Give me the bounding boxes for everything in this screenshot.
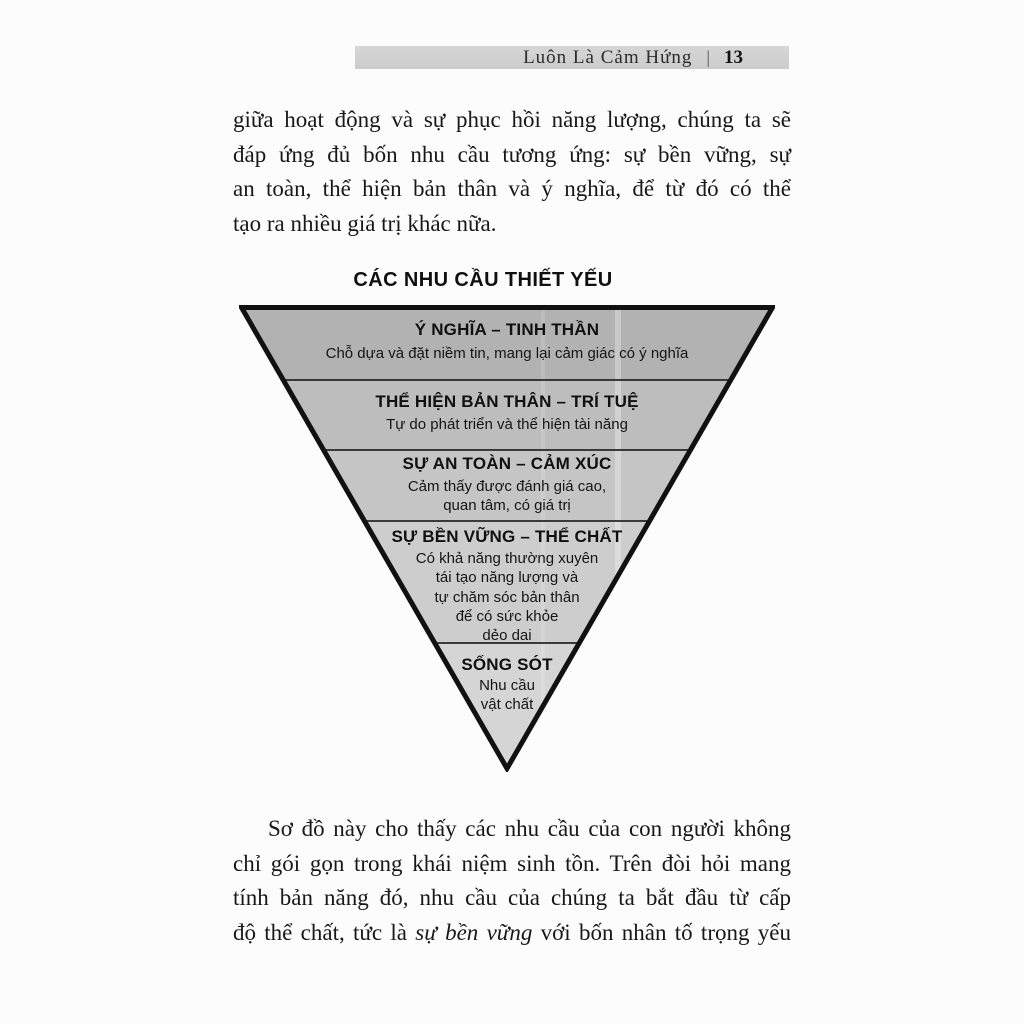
level-4-subtitle-line: dẻo dai <box>482 627 532 645</box>
needs-pyramid-diagram <box>239 305 775 772</box>
level-4-subtitle <box>239 549 775 645</box>
page-header-bar <box>355 46 789 69</box>
paragraph-line: giữa hoạt động và sự phục hồi năng lượng, chúng ta sẽ <box>233 107 791 132</box>
paragraph-bottom <box>233 812 791 950</box>
level-2-subtitle-line: Tự do phát triển và thể hiện tài năng <box>386 416 628 433</box>
paragraph-line <box>233 916 791 951</box>
running-title: Luôn Là Cảm Hứng <box>523 46 693 68</box>
paragraph-segment-italic: sự bền vững <box>415 919 533 945</box>
level-4-subtitle-line: tự chăm sóc bản thân <box>434 588 580 606</box>
level-5-subtitle-line: vật chất <box>480 696 534 714</box>
level-5-subtitle-line: Nhu cầu <box>479 677 535 694</box>
level-2-heading: THỂ HIỆN BẢN THÂN – TRÍ TUỆ <box>375 392 639 411</box>
level-4-heading: SỰ BỀN VỮNG – THỂ CHẤT <box>391 527 623 546</box>
diagram-title: CÁC NHU CẦU THIẾT YẾU <box>353 269 613 291</box>
level-4-subtitle-line: tái tạo năng lượng và <box>435 569 579 587</box>
level-1-subtitle-line: Chỗ dựa và đặt niềm tin, mang lại cảm giác có ý nghĩa <box>325 345 689 362</box>
level-3-subtitle <box>239 477 775 516</box>
paragraph-line: chỉ gói gọn trong khái niệm sinh tồn. Trên đòi hỏi mang <box>233 850 791 876</box>
paragraph-line: Sơ đồ này cho thấy các nhu cầu của con người không <box>268 816 791 841</box>
paragraph-line: an toàn, thể hiện bản thân và ý nghĩa, để từ đó có thể <box>233 176 791 201</box>
paragraph-line: tính bản năng đó, nhu cầu của chúng ta bắt đầu từ cấp <box>233 885 791 910</box>
level-4-subtitle-line: để có sức khỏe <box>455 607 559 625</box>
pyramid-band-1 <box>239 305 775 380</box>
level-4-subtitle-line: Có khả năng thường xuyên <box>415 550 599 567</box>
level-2-subtitle <box>239 415 775 434</box>
level-3-subtitle-line: quan tâm, có giá trị <box>443 497 571 515</box>
paragraph-segment: độ thể chất, tức là <box>233 919 416 945</box>
level-5-heading: SỐNG SÓT <box>461 655 553 674</box>
paragraph-line: tạo ra nhiều giá trị khác nữa. <box>233 210 497 236</box>
level-5-subtitle <box>239 676 775 715</box>
page-number: 13 <box>724 46 743 68</box>
header-separator: | <box>706 47 710 67</box>
level-3-subtitle-line: Cảm thấy được đánh giá cao, <box>407 478 607 495</box>
level-1-subtitle <box>239 344 775 363</box>
paragraph-segment: với bốn nhân tố trọng yếu <box>532 919 791 945</box>
paragraph-line: đáp ứng đủ bốn nhu cầu tương ứng: sự bền vững, sự <box>233 141 791 167</box>
paragraph-top <box>233 103 791 241</box>
level-3-heading: SỰ AN TOÀN – CẢM XÚC <box>402 454 612 473</box>
level-1-heading: Ý NGHĨA – TINH THẦN <box>414 320 600 339</box>
